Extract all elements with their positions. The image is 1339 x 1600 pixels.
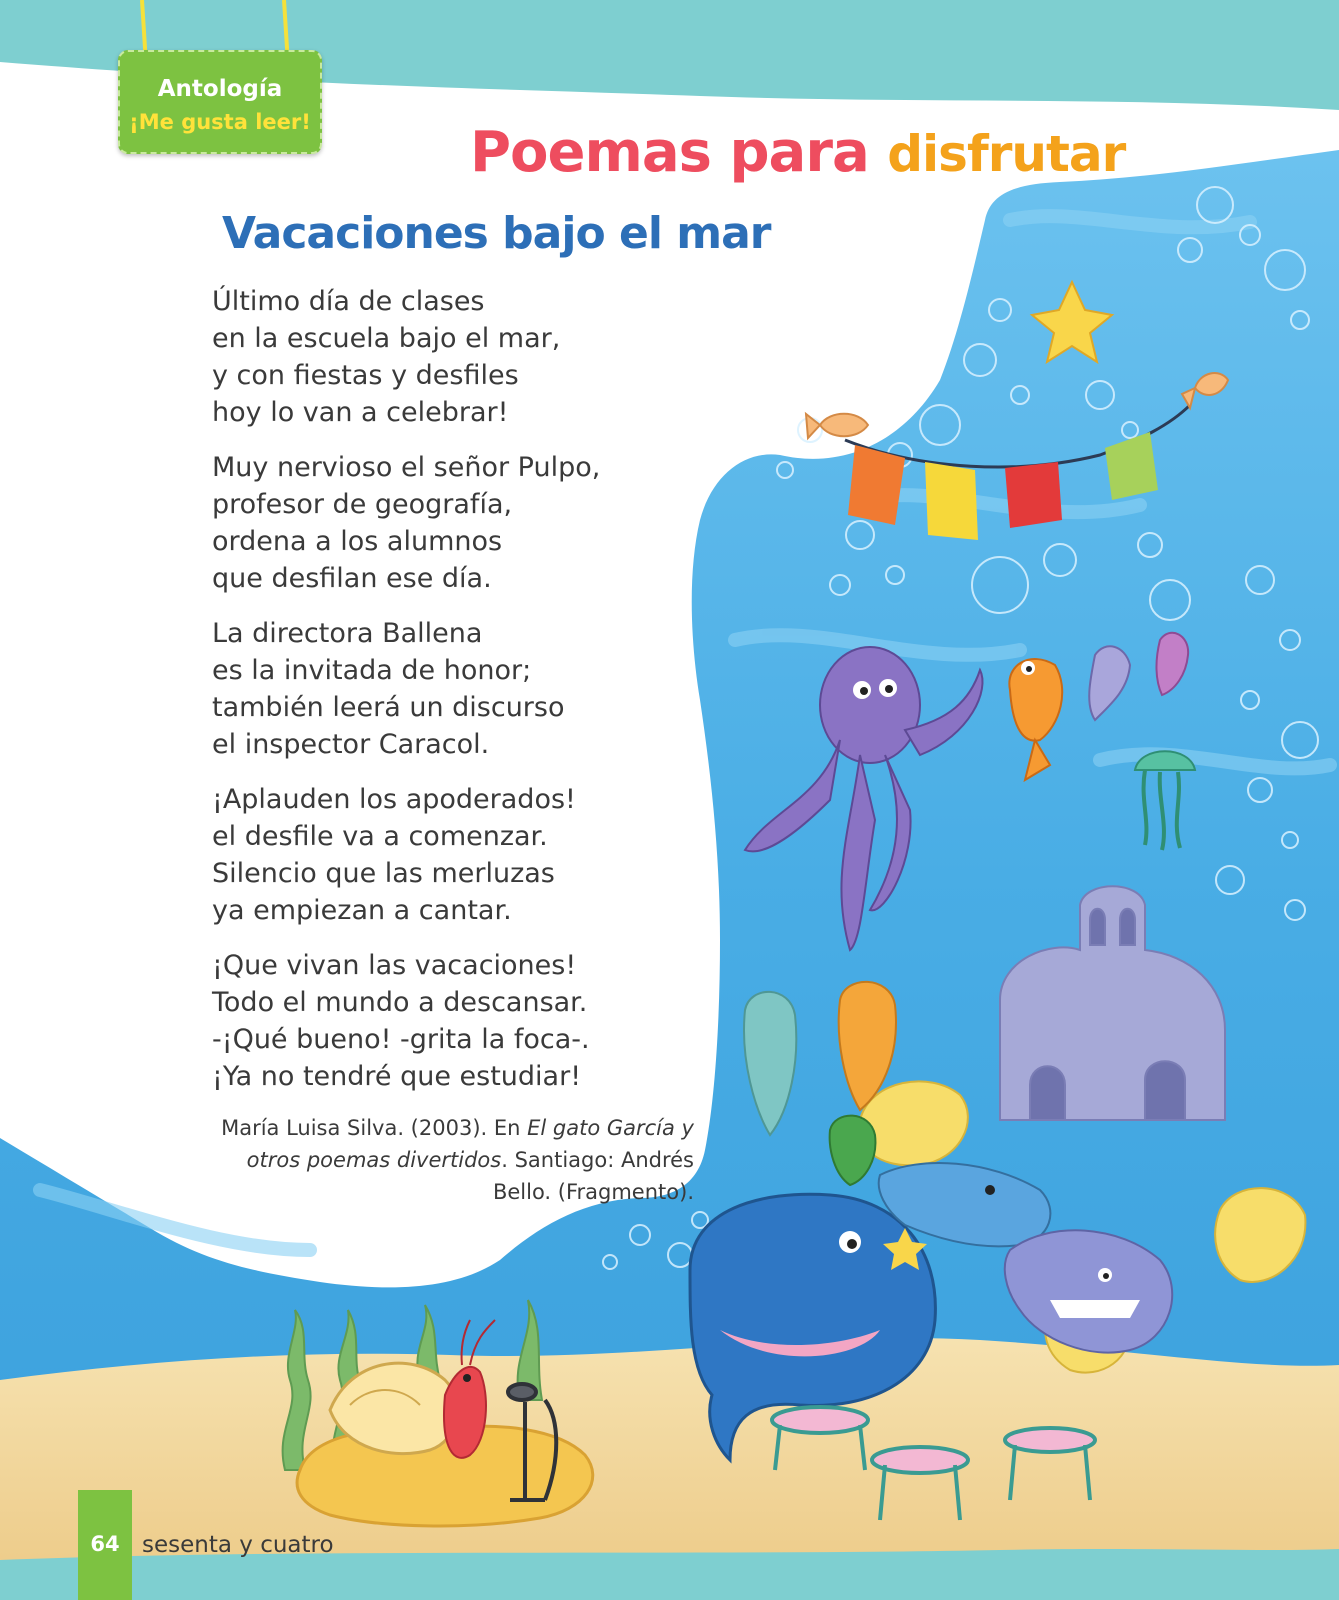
poem-title: Vacaciones bajo el mar (222, 208, 771, 259)
poem-line: y con fiestas y desfiles (212, 360, 519, 391)
poem-line: ya empiezan a cantar. (212, 895, 512, 926)
poem-line: el inspector Caracol. (212, 729, 490, 760)
poem-line: en la escuela bajo el mar, (212, 323, 561, 354)
poem-line: es la invitada de honor; (212, 655, 532, 686)
badge-line1: Antología (157, 76, 283, 102)
poem-line: ¡Aplauden los apoderados! (212, 784, 576, 815)
badge-line2: ¡Me gusta leer! (129, 110, 311, 134)
poem-line: que desfilan ese día. (212, 563, 492, 594)
citation-after: . Santiago: Andrés Bello. (Fragmento). (492, 1148, 694, 1204)
page-title-part2: disfrutar (887, 125, 1126, 183)
poem-line: -¡Qué bueno! -grita la foca-. (212, 1024, 590, 1055)
poem-line: ¡Que vivan las vacaciones! (212, 950, 577, 981)
citation-before: María Luisa Silva. (2003). En (221, 1116, 528, 1140)
poem-line: Último día de clases (212, 286, 485, 317)
page-number: 64 (90, 1532, 120, 1556)
stanza (212, 283, 682, 431)
poem-text (212, 283, 682, 1113)
poem-line: hoy lo van a celebrar! (212, 397, 509, 428)
page-title (470, 120, 1126, 185)
poem-line: profesor de geografía, (212, 489, 513, 520)
poem-line: Todo el mundo a descansar. (212, 987, 588, 1018)
stanza (212, 615, 682, 763)
stanza (212, 781, 682, 929)
citation (210, 1112, 694, 1208)
stanza (212, 449, 682, 597)
poem-line: ordena a los alumnos (212, 526, 503, 557)
stanza (212, 947, 682, 1095)
page-number-words: sesenta y cuatro (142, 1532, 334, 1558)
poem-line: La directora Ballena (212, 618, 483, 649)
citation-book-title: El gato García y otros poemas divertidos (246, 1116, 694, 1172)
poem-line: también leerá un discurso (212, 692, 565, 723)
page-title-part1: Poemas para (470, 120, 869, 185)
poem-line: el desfile va a comenzar. (212, 821, 548, 852)
poem-line: ¡Ya no tendré que estudiar! (212, 1061, 582, 1092)
poem-line: Silencio que las merluzas (212, 858, 555, 889)
anthology-badge (118, 50, 322, 154)
poem-line: Muy nervioso el señor Pulpo, (212, 452, 601, 483)
